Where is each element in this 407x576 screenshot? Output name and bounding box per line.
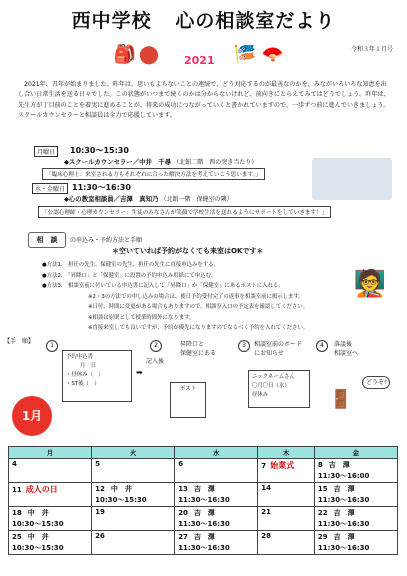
- calendar-day-cell: [314, 483, 397, 507]
- board-line: 昼休み: [252, 392, 269, 398]
- staff-name: 吉 澤: [328, 461, 350, 469]
- session-time: 11:30～16:30: [317, 496, 370, 504]
- intro-paragraph: 2021年、丑年が始まりました。昨年は、思いもよらないことの連続で、どう対応するのが最善なのかを、みながいろいろな知恵を出し合い日常生活を送る日々でした。この状態がいつまで続くのかは分からないけれど、前向きにとらえてみてはどうでしょう。昨年は、先生方が丁目前のことを着実に進めることが、将来の成功につながっていくと書かれていますので、一歩ずつ前に進んでいきましょう。スクールカウンセラーと相談員は全力で応援しています。: [18, 81, 390, 119]
- calendar-day-cell: [258, 507, 315, 531]
- page-title: [0, 6, 407, 33]
- note-3: ※相談は原則として授業時間外になります。: [88, 314, 195, 321]
- staff-name: 中 井: [27, 509, 49, 517]
- consultation-label: 相 談: [28, 232, 66, 248]
- consultation-sublabel: の申込み・予約方法と手順: [70, 237, 143, 244]
- teacher-illustration: 🧑‍🏫: [353, 269, 387, 299]
- staff-name: 中 井: [27, 533, 49, 541]
- staff-name: 吉 澤: [333, 485, 355, 493]
- door-icon: 🚪: [329, 388, 353, 410]
- notice-board: [248, 370, 310, 408]
- note-4: ※直接来室しても良いですが、予約が優先になりますのでなるべく予約を入れてください。: [88, 325, 309, 331]
- kite-icon: 🎏: [233, 43, 257, 65]
- day-number: 27: [178, 533, 188, 541]
- form-line: 月 日: [80, 363, 97, 369]
- calendar-header-row: [9, 447, 398, 459]
- advisor-quote: 「公認心理師・心理カウンセラー：生徒のみなさんが笑顔で学校生活を送れるようにサポートをしていきます！」: [38, 206, 331, 218]
- staff-name: 吉 澤: [193, 509, 215, 517]
- calendar-body: [9, 459, 398, 555]
- staff-name: 吉 澤: [193, 533, 215, 541]
- session-time: 10:30～15:30: [12, 544, 64, 552]
- calendar-day-cell: [9, 459, 92, 483]
- day-number: 29: [317, 533, 328, 541]
- calendar-day-cell: [175, 531, 258, 555]
- staff-name: 中 井: [110, 485, 132, 493]
- counselor-role: ◆スクールカウンセラー: [64, 158, 133, 166]
- counselor-name: ／中井 千尋: [132, 158, 172, 166]
- note-2: ※日付、時間に変更がある場合もありますので、相談室入口の予定表を確認してください。: [88, 304, 309, 310]
- request-form: [62, 350, 132, 402]
- month-badge: 1月: [12, 396, 52, 436]
- calendar-day-cell: [258, 483, 315, 507]
- calendar-day-cell: [9, 507, 92, 531]
- day-number: 11: [12, 486, 22, 494]
- daruma-icon: ⬤: [138, 43, 160, 65]
- issue-date: 令和３年１月号: [350, 46, 393, 53]
- day-number: 8: [317, 461, 323, 469]
- day-number: 14: [261, 484, 272, 492]
- day-number: 5: [95, 460, 100, 468]
- form-title: 予約申込書: [66, 354, 93, 360]
- weekday-header: 金: [314, 447, 397, 459]
- calendar-day-cell: [92, 531, 175, 555]
- staff-name: 吉 澤: [333, 533, 355, 541]
- speech-bubble: どうぞ!: [362, 376, 390, 389]
- day-number: 18: [12, 509, 22, 517]
- steps-label: 【手 順】: [4, 338, 35, 345]
- board-line: 〇月〇日（水）: [252, 383, 290, 389]
- step-number: 4: [316, 340, 328, 352]
- calendar-day-cell: [314, 459, 397, 483]
- advisor-name: ／吉澤 真知乃: [113, 195, 159, 203]
- weekday-header: 火: [92, 447, 175, 459]
- step-number: 2: [150, 340, 162, 352]
- advisor-location: （北館一階 保健室の隣）: [160, 196, 233, 203]
- session-time: 11:30～16:30: [178, 544, 230, 552]
- calendar-day-cell: [175, 483, 258, 507]
- day-number: 22: [317, 509, 328, 517]
- calendar-week-row: [9, 459, 398, 483]
- newsletter-title: 心の相談室だより: [175, 10, 336, 32]
- session-time: 10:30～15:30: [12, 520, 64, 528]
- calendar-day-cell: [92, 459, 175, 483]
- methods-list: [42, 260, 342, 334]
- note-1: ※2・3の方法での申し込みの場合は、後日予約受付完了の返事を相談室前に掲示します。: [88, 293, 304, 300]
- year-decoration: 2021: [184, 54, 215, 67]
- day-number: 20: [178, 509, 188, 517]
- monday-label: 月曜日: [34, 146, 58, 157]
- calendar-day-cell: [258, 459, 315, 483]
- students-illustration: [312, 158, 392, 200]
- advisor-line: [64, 194, 233, 203]
- session-time: 11:30～16:30: [178, 520, 230, 528]
- calendar-day-cell: [9, 531, 92, 555]
- calendar-week-row: [9, 507, 398, 531]
- step3-caption: 相談室前のボード にお知らせ: [254, 341, 303, 357]
- day-number: 19: [95, 508, 105, 516]
- step-number: 3: [238, 340, 250, 352]
- session-time: 10:30～15:30: [95, 496, 147, 504]
- calendar-day-cell: [92, 483, 175, 507]
- board-line: ニックネームさん: [252, 374, 295, 380]
- session-time: 11:30～16:30: [317, 544, 370, 552]
- school-name: 西中学校: [71, 10, 152, 32]
- method-2: ●方法2. 「昇降口」と「保健室」に設置の予約申込み用紙にて申込む。: [42, 272, 217, 279]
- weekday-header: 月: [9, 447, 92, 459]
- wed-fri-label: 水・金曜日: [32, 183, 68, 194]
- weekday-header: 水: [175, 447, 258, 459]
- post-box: [170, 382, 206, 418]
- calendar-day-cell: [314, 531, 397, 555]
- day-number: 28: [261, 532, 272, 540]
- day-number: 6: [178, 460, 184, 468]
- weekday-header: 木: [258, 447, 315, 459]
- day-number: 15: [317, 485, 328, 493]
- day-number: 4: [12, 460, 17, 468]
- calendar-day-cell: [314, 507, 397, 531]
- counselor-location: （北館二階 西の突き当たり）: [173, 159, 258, 166]
- calendar-table: [8, 446, 398, 555]
- day-number: 26: [95, 532, 105, 540]
- staff-name: 吉 澤: [193, 485, 215, 493]
- monday-time: 10:30～15:30: [70, 146, 129, 155]
- form-line: ・昼休み（ ）: [66, 372, 104, 378]
- calendar-day-cell: [175, 459, 258, 483]
- calendar-day-cell: [92, 507, 175, 531]
- session-time: 11:30～16:30: [178, 496, 230, 504]
- step4-caption: 落談後 相談室へ: [334, 341, 359, 357]
- calendar-day-cell: [258, 531, 315, 555]
- calendar-week-row: [9, 531, 398, 555]
- method-1: ●方法1. 担任の先生、保健室の先生、担任の先生に直接申込みをする。: [42, 262, 219, 268]
- staff-name: 吉 澤: [333, 509, 355, 517]
- event-label: 成人の日: [25, 485, 58, 494]
- method-3: ●方法3. 相談室前に付いている申込書に記入して「昇降口」か「保健室」にあるポストに入れる。: [42, 283, 284, 289]
- calendar-week-row: [9, 483, 398, 507]
- session-time: 11:30～16:00: [317, 472, 370, 480]
- session-time: 11:30～16:30: [317, 520, 370, 528]
- counselor-quote: 「臨床心理士：来室される方もそれぞれに合った解決方法を考えていこう思います。」: [42, 168, 265, 180]
- advisor-role: ◆心の教室相談員: [64, 195, 114, 203]
- post-label: ポスト: [179, 386, 197, 392]
- counselor-line: [64, 157, 257, 166]
- day-number: 21: [261, 508, 272, 516]
- step2-caption: 昇降口と 保健室にある: [180, 341, 217, 357]
- arrow-right-icon: ➡: [136, 368, 143, 377]
- form-line: ・ST後（ ）: [66, 381, 100, 387]
- arrow-caption: 記入後: [146, 358, 165, 365]
- event-label: 始業式: [270, 461, 295, 470]
- wed-fri-time: 11:30～16:30: [72, 183, 131, 192]
- calendar-day-cell: [175, 507, 258, 531]
- step-number: 1: [46, 340, 58, 352]
- day-number: 25: [12, 533, 22, 541]
- day-number: 13: [178, 485, 188, 493]
- walk-in-notice: ＊空いていれば予約がなくても来室はOKです＊: [112, 247, 264, 255]
- lucky-bag-icon: 🎒: [113, 43, 137, 65]
- day-number: 12: [95, 485, 105, 493]
- calendar-day-cell: [9, 483, 92, 507]
- fan-icon: 🪭: [261, 43, 285, 65]
- day-number: 7: [261, 462, 267, 470]
